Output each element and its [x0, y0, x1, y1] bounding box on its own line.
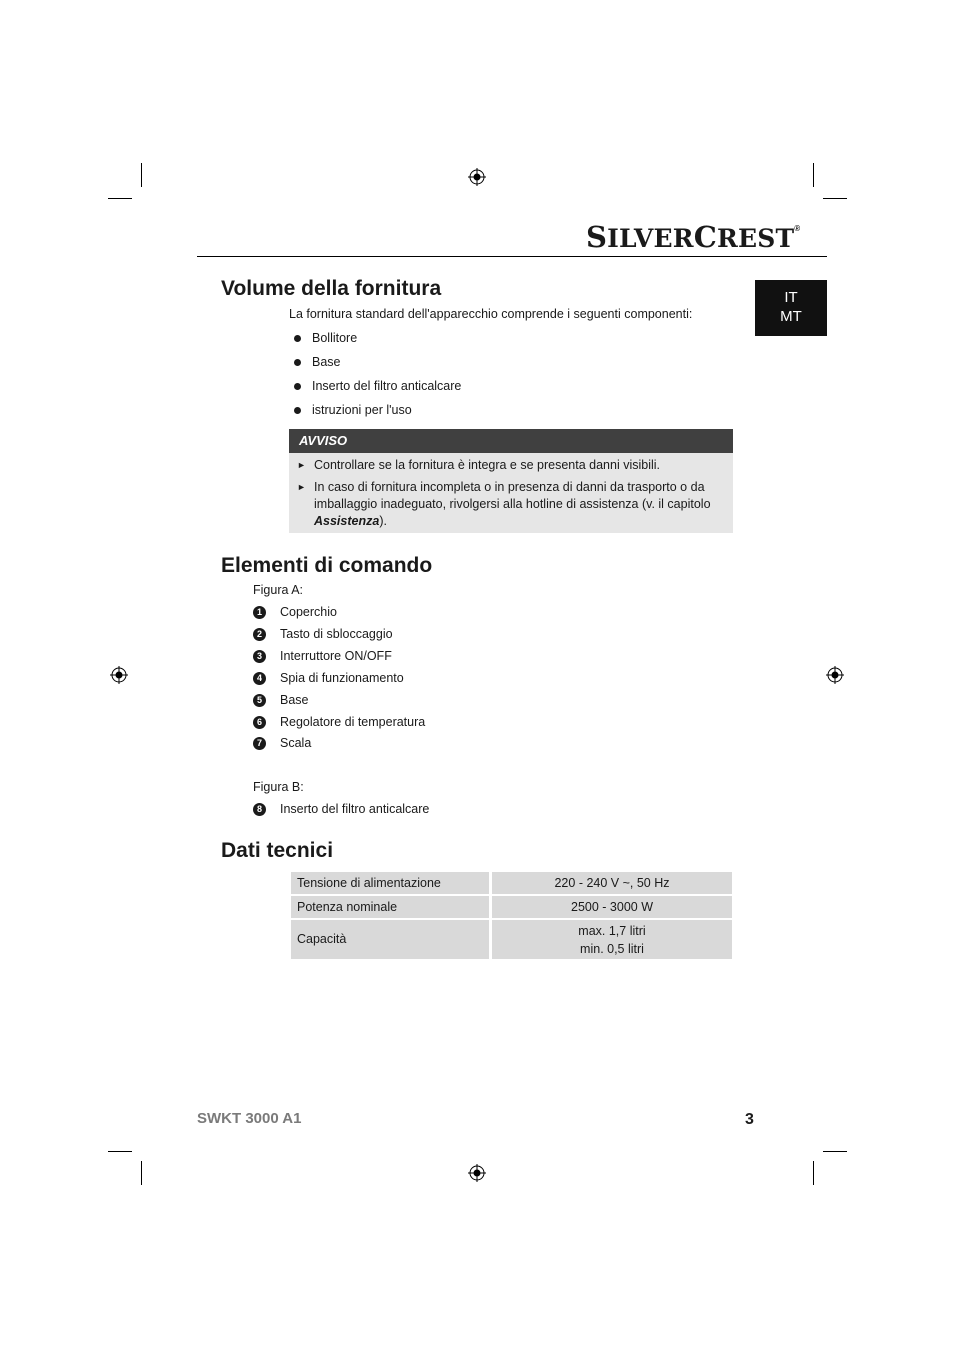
model-number: SWKT 3000 A1 [197, 1110, 302, 1127]
crop-mark [823, 198, 847, 199]
section-title: Elementi di comando [221, 554, 433, 577]
crop-mark [108, 198, 132, 199]
header-rule [197, 256, 827, 257]
crop-mark [823, 1151, 847, 1152]
number-badge: 4 [253, 672, 266, 685]
notice-text-end: ). [379, 514, 387, 528]
intro-text: La fornitura standard dell'apparecchio comprende i seguenti componenti: [289, 307, 693, 321]
arrow-icon: ► [297, 482, 306, 492]
list-item: Regolatore di temperatura [280, 715, 426, 729]
notice-header [289, 429, 733, 453]
notice-bold-ref: Assistenza [314, 514, 380, 528]
registration-mark-icon [468, 168, 486, 186]
list-item: Base [280, 693, 309, 707]
number-badge: 5 [253, 694, 266, 707]
table-cell-text: max. 1,7 litri [578, 924, 646, 938]
bullet-icon [294, 407, 301, 414]
number-badge: 6 [253, 716, 266, 729]
brand-logo: SILVERCREST® [586, 220, 801, 254]
crop-mark [813, 163, 814, 187]
list-item: istruzioni per l'uso [312, 403, 412, 417]
figure-label: Figura A: [253, 583, 304, 597]
number-badge: 3 [253, 650, 266, 663]
table-cell-text: min. 0,5 litri [580, 942, 644, 956]
registration-mark-icon [110, 666, 128, 684]
table-cell-text: Capacità [297, 932, 347, 946]
notice-label: AVVISO [299, 433, 348, 448]
table-cell-text: 2500 - 3000 W [571, 900, 653, 914]
list-item: Interruttore ON/OFF [280, 649, 392, 663]
list-item: Inserto del filtro anticalcare [312, 379, 462, 393]
language-code: MT [780, 308, 802, 325]
table-cell [291, 920, 489, 959]
registration-mark-icon [826, 666, 844, 684]
number-badge: 2 [253, 628, 266, 641]
notice-text [314, 514, 387, 528]
list-item: Inserto del filtro anticalcare [280, 802, 430, 816]
notice-text: In caso di fornitura incompleta o in presenza di danni da trasporto o da [314, 480, 705, 494]
crop-mark [141, 1161, 142, 1185]
table-cell-text: Potenza nominale [297, 900, 398, 914]
table-cell [492, 920, 732, 959]
language-tab [755, 280, 827, 336]
crop-mark [108, 1151, 132, 1152]
section-title: Dati tecnici [221, 839, 334, 862]
registration-mark-icon [468, 1164, 486, 1182]
table-cell [492, 896, 732, 918]
language-code: IT [784, 289, 798, 306]
number-badge: 1 [253, 606, 266, 619]
table-cell [291, 896, 489, 918]
notice-text: Controllare se la fornitura è integra e se presenta danni visibili. [314, 458, 661, 472]
list-item: Base [312, 355, 341, 369]
list-item: Bollitore [312, 331, 358, 345]
list-item: Tasto di sbloccaggio [280, 627, 393, 641]
bullet-icon [294, 383, 301, 390]
notice-text: imballaggio inadeguato, rivolgersi alla hotline di assistenza (v. il capitolo [314, 497, 711, 511]
number-badge: 8 [253, 803, 266, 816]
table-cell-text: Tensione di alimentazione [297, 876, 441, 890]
table-cell-text: 220 - 240 V ~, 50 Hz [554, 876, 670, 890]
number-badge: 7 [253, 737, 266, 750]
page-number: 3 [745, 1111, 754, 1128]
arrow-icon: ► [297, 460, 306, 470]
section-title: Volume della fornitura [221, 277, 442, 300]
crop-mark [141, 163, 142, 187]
list-item: Coperchio [280, 605, 337, 619]
bullet-icon [294, 335, 301, 342]
crop-mark [813, 1161, 814, 1185]
figure-label: Figura B: [253, 780, 304, 794]
bullet-icon [294, 359, 301, 366]
table-cell [291, 872, 489, 894]
list-item: Spia di funzionamento [280, 671, 404, 685]
list-item: Scala [280, 736, 312, 750]
table-cell [492, 872, 732, 894]
